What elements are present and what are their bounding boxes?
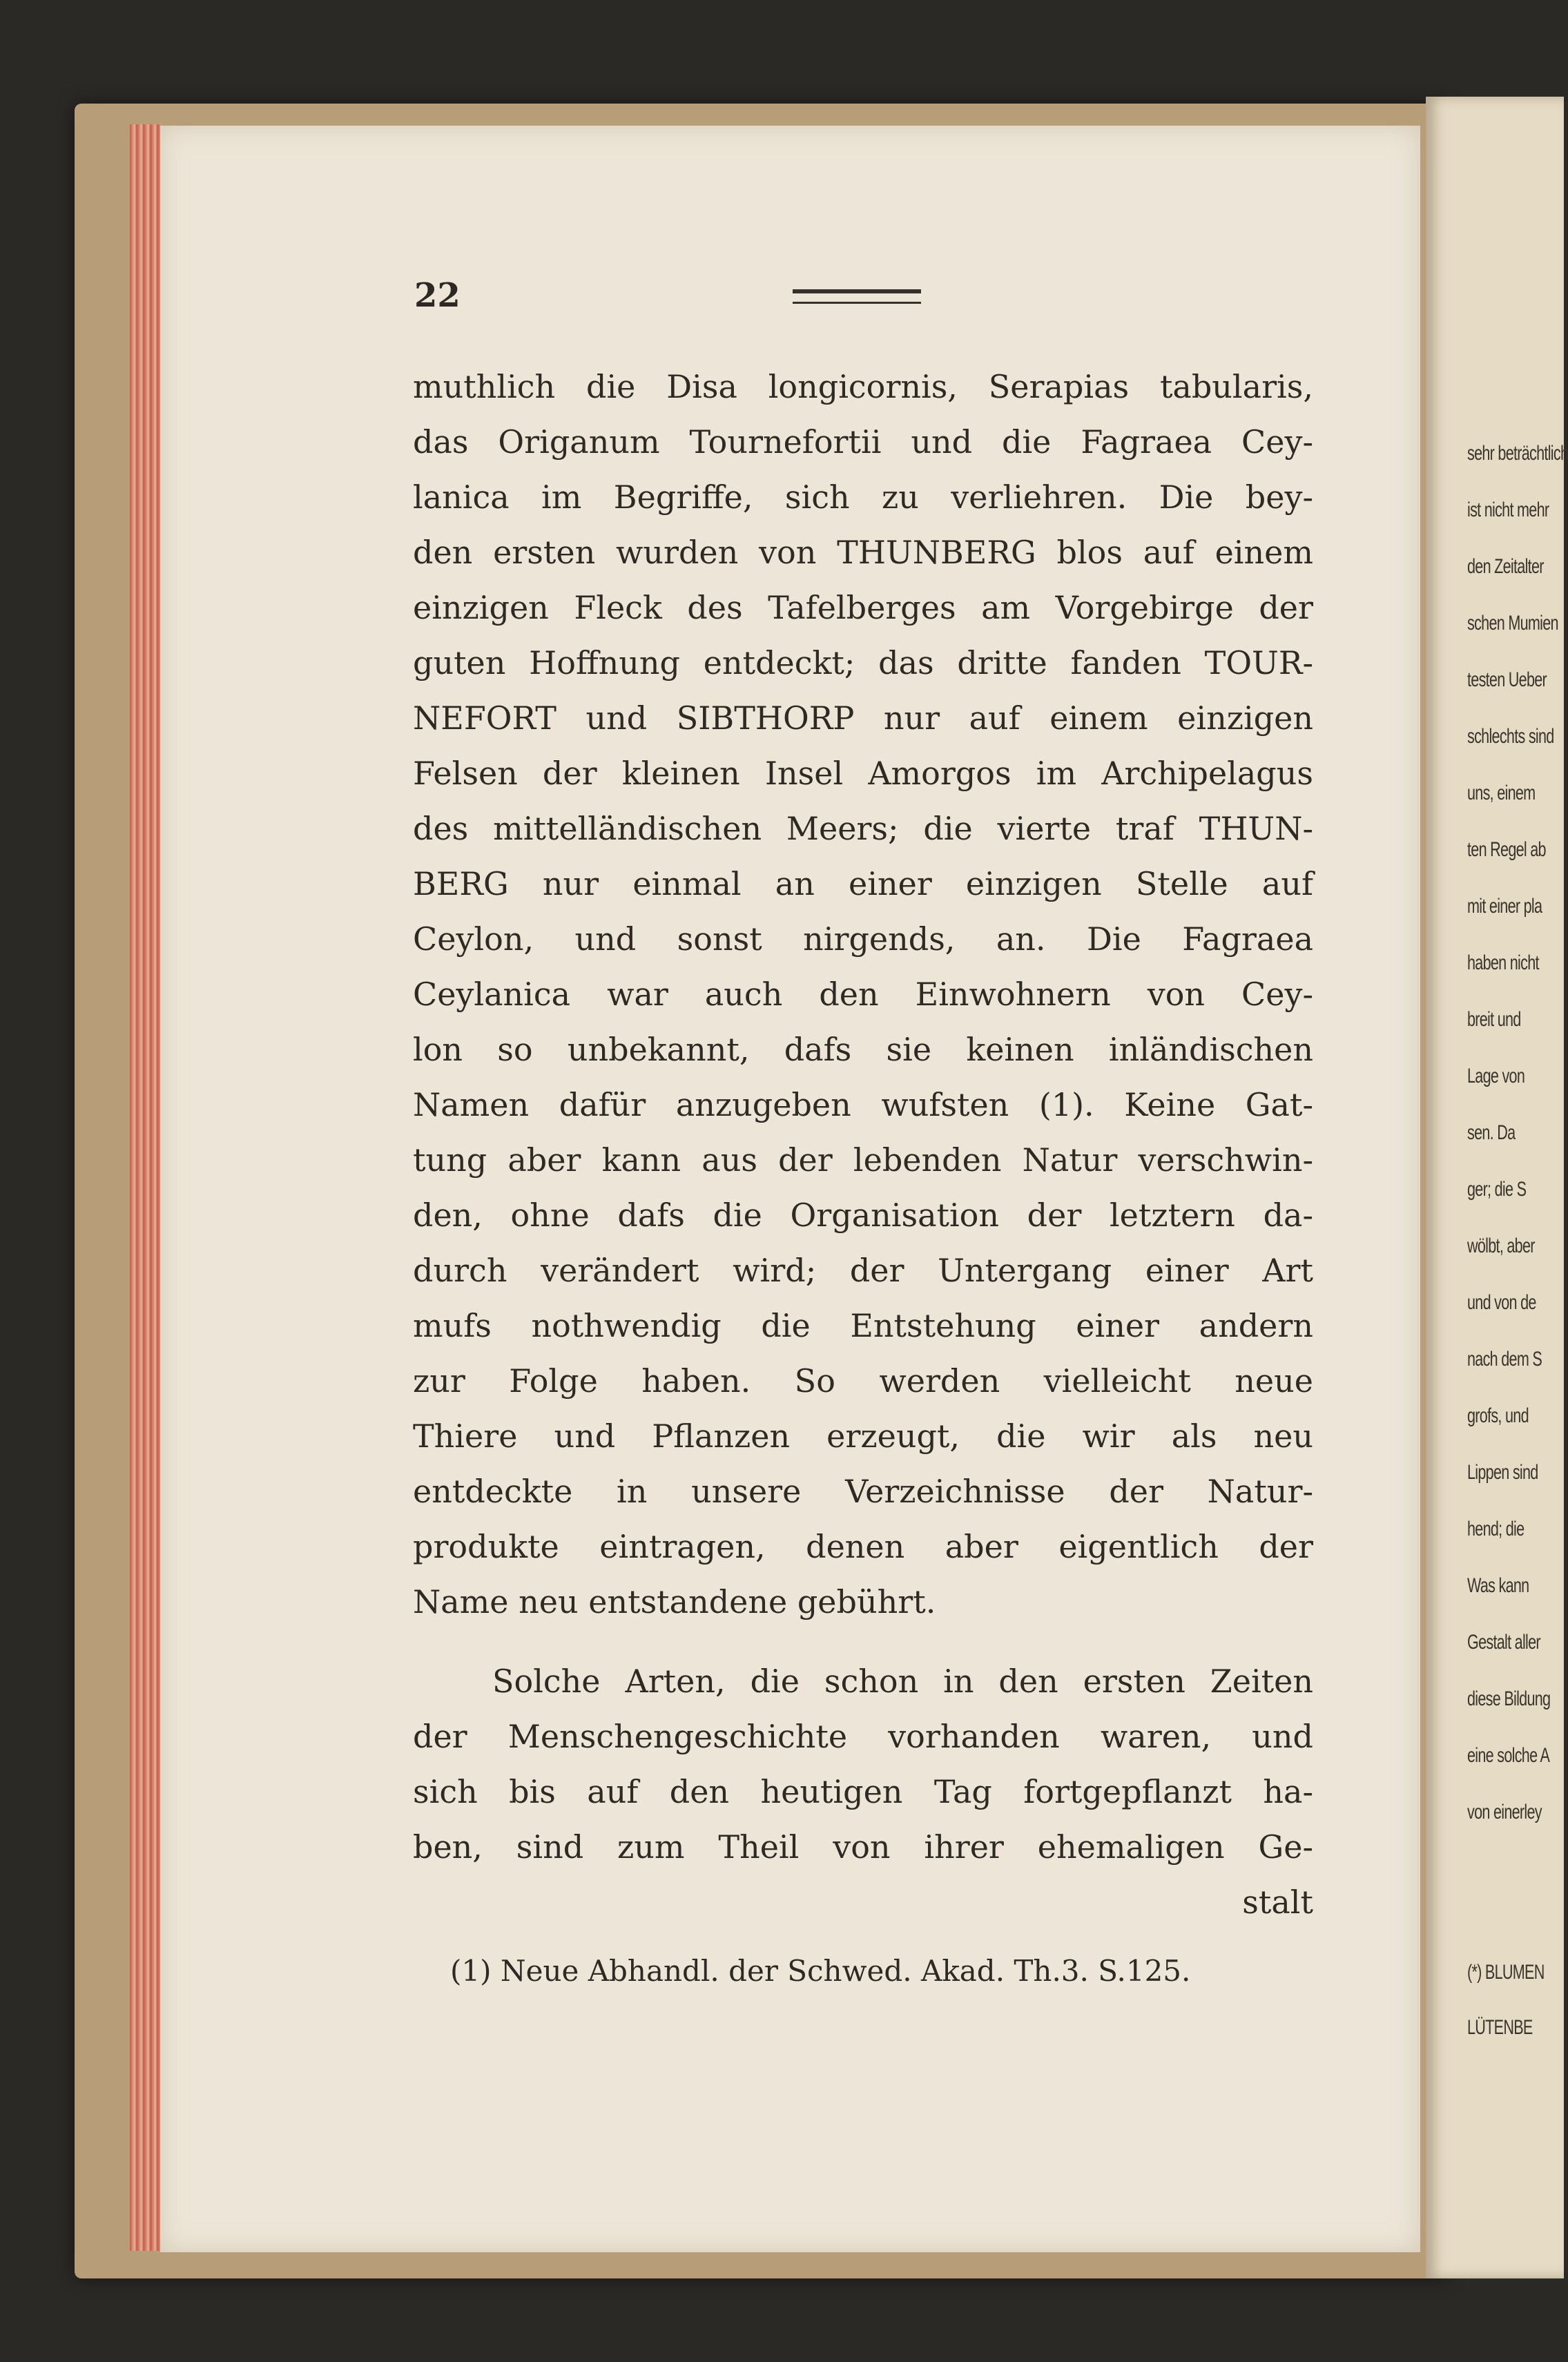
text-line: durch verändert wird; der Untergang einer Art — [413, 1252, 1313, 1289]
text-line: einzigen Fleck des Tafelberges am Vorgebirge der — [413, 589, 1313, 626]
facing-line: testen Ueber — [1467, 668, 1547, 691]
body-text — [413, 359, 1313, 1930]
facing-line: breit und — [1467, 1008, 1521, 1031]
text-line: lanica im Begriffe, sich zu verliehren. Die bey- — [413, 478, 1313, 516]
text-line: Thiere und Pflanzen erzeugt, die wir als neu — [413, 1417, 1313, 1455]
facing-line: schen Mumien — [1467, 612, 1558, 635]
facing-line: diese Bildung — [1467, 1687, 1551, 1710]
facing-line: ten Regel ab — [1467, 838, 1546, 861]
text-line: ben, sind zum Theil von ihrer ehemaligen Ge- — [413, 1828, 1313, 1866]
text-line: lon so unbekannt, dafs sie keinen inländischen — [413, 1031, 1313, 1068]
text-line: das Origanum Tournefortii und die Fagraea Cey- — [413, 423, 1313, 461]
facing-line: eine solche A — [1467, 1744, 1550, 1767]
facing-line: schlechts sind — [1467, 725, 1554, 748]
facing-line: von einerley — [1467, 1801, 1542, 1823]
facing-line: haben nicht — [1467, 951, 1539, 974]
text-line: NEFORT und SIBTHORP nur auf einem einzigen — [413, 699, 1313, 737]
catchword: stalt — [1242, 1884, 1313, 1921]
text-line: Namen dafür anzugeben wufsten (1). Keine Gat- — [413, 1086, 1313, 1123]
text-line: den, ohne dafs die Organisation der letztern da- — [413, 1197, 1313, 1234]
text-line: der Menschengeschichte vorhanden waren, und — [413, 1718, 1313, 1755]
facing-line: sen. Da — [1467, 1121, 1516, 1144]
text-line: mufs nothwendig die Entstehung einer andern — [413, 1307, 1313, 1344]
facing-footnote-line: LÜTENBE — [1467, 2016, 1533, 2039]
text-line: BERG nur einmal an einer einzigen Stelle auf — [413, 865, 1313, 902]
facing-line: den Zeitalter — [1467, 555, 1544, 578]
facing-line: Was kann — [1467, 1574, 1529, 1597]
paragraph-gap — [413, 1629, 1313, 1654]
facing-line: uns, einem — [1467, 782, 1536, 804]
facing-footnote-line: (*) BLUMEN — [1467, 1961, 1545, 1984]
facing-line: Gestalt aller — [1467, 1631, 1540, 1654]
text-line: Felsen der kleinen Insel Amorgos im Archipelagus — [413, 755, 1313, 792]
facing-line: wölbt, aber — [1467, 1235, 1535, 1257]
facing-line: sehr beträchtlich — [1467, 442, 1568, 465]
text-line: entdeckte in unsere Verzeichnisse der Natur- — [413, 1473, 1313, 1510]
facing-page — [1426, 97, 1568, 2278]
text-line: des mittelländischen Meers; die vierte traf THUN- — [413, 810, 1313, 847]
text-line: Solche Arten, die schon in den ersten Zeiten — [492, 1663, 1313, 1700]
header-ornament-rule — [793, 289, 921, 304]
facing-line: mit einer pla — [1467, 895, 1542, 918]
text-line: Ceylanica war auch den Einwohnern von Cey- — [413, 976, 1313, 1013]
text-line: Name neu entstandene gebührt. — [413, 1583, 936, 1620]
footnote: (1) Neue Abhandl. der Schwed. Akad. Th.3. S.125. — [450, 1954, 1191, 1988]
text-line: den ersten wurden von THUNBERG blos auf einem — [413, 534, 1313, 571]
facing-line: und von de — [1467, 1291, 1536, 1314]
text-line: tung aber kann aus der lebenden Natur verschwin- — [413, 1141, 1313, 1179]
text-line: zur Folge haben. So werden vielleicht neue — [413, 1362, 1313, 1400]
facing-line: hend; die — [1467, 1518, 1525, 1540]
page-edges — [130, 124, 162, 2251]
facing-line: Lippen sind — [1467, 1461, 1538, 1484]
facing-line: ist nicht mehr — [1467, 498, 1549, 521]
facing-line: Lage von — [1467, 1065, 1525, 1087]
text-line: sich bis auf den heutigen Tag fortgepflanzt ha- — [413, 1773, 1313, 1810]
text-line: muthlich die Disa longicornis, Serapias tabularis, — [413, 368, 1313, 405]
facing-line: grofs, und — [1467, 1404, 1529, 1427]
text-line: guten Hoffnung entdeckt; das dritte fanden TOUR- — [413, 644, 1313, 681]
text-line: produkte eintragen, denen aber eigentlich der — [413, 1528, 1313, 1565]
facing-line: ger; die S — [1467, 1178, 1527, 1201]
text-line: Ceylon, und sonst nirgends, an. Die Fagraea — [413, 920, 1313, 958]
page-number: 22 — [414, 276, 461, 315]
facing-line: nach dem S — [1467, 1348, 1542, 1371]
